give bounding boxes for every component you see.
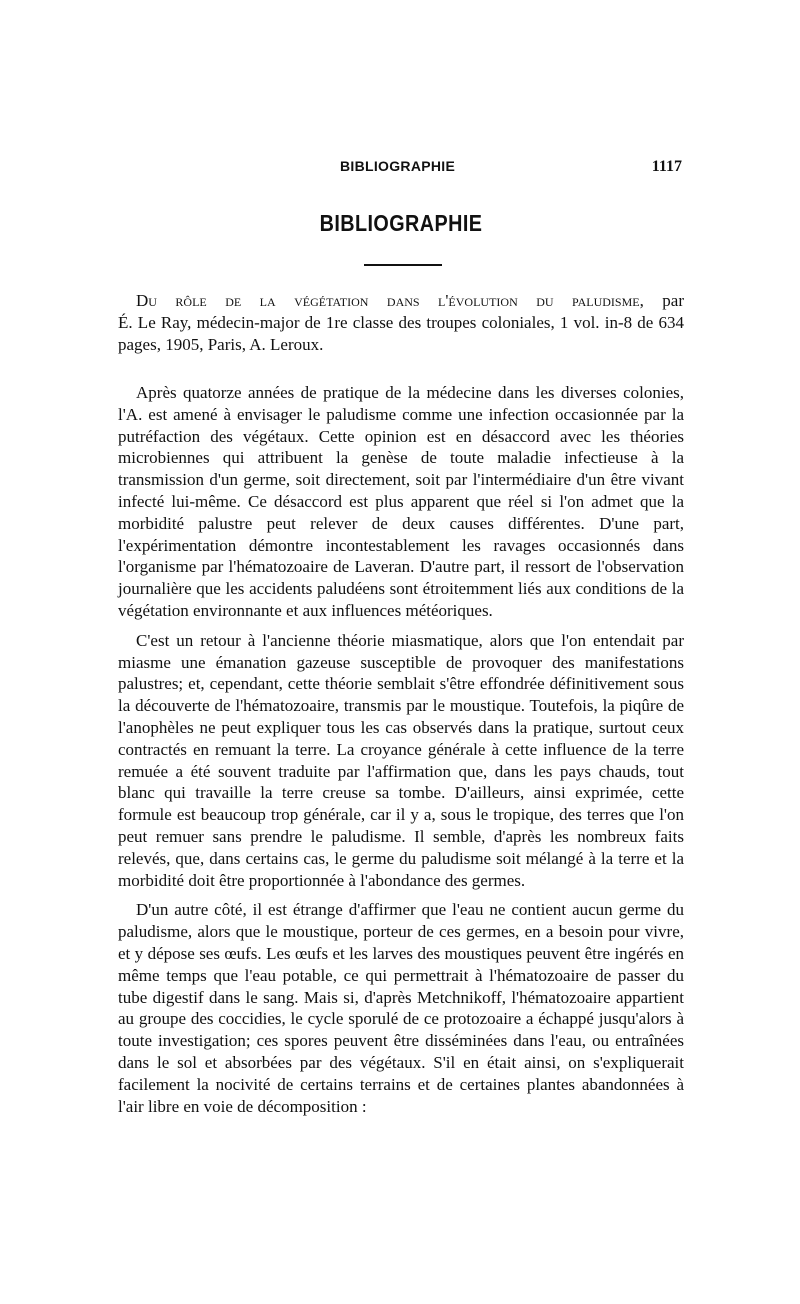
bibliography-entry bbox=[118, 290, 684, 356]
paragraph: Après quatorze années de pratique de la médecine dans les diverses colonies, l'A. est amené à envisager le paludisme comme une infection occasionnée par la putréfaction des végétaux. Cette opinion est en désaccord avec les théories microbiennes qui attribuent la genèse de toute maladie infectieuse à la transmission d'un germe, soit directement, soit par l'intermédiaire d'un être vivant infecté lui-même. Ce désaccord est plus apparent que réel si l'on admet que la morbidité palustre peut relever de deux causes différentes. D'une part, l'expérimentation démontre incontestablement les ravages occasionnés dans l'organisme par l'hématozoaire de Laveran. D'autre part, il ressort de l'observation journalière que les accidents paludéens sont étroitemment liés aux conditions de la végétation environnante et aux influences météoriques. bbox=[118, 383, 684, 620]
title-rule-divider bbox=[364, 264, 442, 266]
section-title: BIBLIOGRAPHIE bbox=[319, 210, 483, 236]
entry-author-line: É. Le Ray, médecin-major de 1re classe des troupes coloniales, 1 vol. in-8 de 634 pages, 1905, Paris, A. Leroux. bbox=[118, 313, 684, 354]
entry-par: par bbox=[662, 291, 685, 310]
page-number: 1117 bbox=[651, 158, 682, 175]
paragraph: D'un autre côté, il est étrange d'affirmer que l'eau ne contient aucun germe du paludisme, alors que le moustique, porteur de ces germes, en a besoin pour vivre, et y dépose ses œufs. Les œufs et les larves des moustiques peuvent être ingérés en même temps que l'eau potable, ce qui permettrait à l'hématozoaire de passer du tube digestif dans le sang. Mais si, d'après Metchnikoff, l'hématozoaire appartient au groupe des coccidies, le cycle sporulé de ce protozoaire a échappé jusqu'alors à toute investigation; ces spores peuvent être disséminées dans l'eau, ou entraînées dans le sol et absorbées par des végétaux. S'il en était ainsi, on s'expliquerait facilement la nocivité de certains terrains et de certaines plantes abandonnées à l'air libre en voie de décomposition : bbox=[118, 900, 684, 1116]
entry-title: Du rôle de la végétation dans l'évolution du paludisme, bbox=[136, 291, 644, 310]
running-title: BIBLIOGRAPHIE bbox=[340, 158, 456, 174]
entry-title-line bbox=[118, 290, 684, 312]
running-header bbox=[118, 158, 684, 180]
paragraph: C'est un retour à l'ancienne théorie miasmatique, alors que l'on entendait par miasme une émanation gazeuse susceptible de provoquer des manifestations palustres; et, cependant, cette théorie semblait s'être effondrée définitivement sous la découverte de l'hématozoaire, transmis par le moustique. Toutefois, la piqûre de l'anophèles ne peut expliquer tous les cas observés dans la pratique, surtout ceux contractés en remuant la terre. La croyance générale à cette influence de la terre remuée a été souvent traduite par l'affirmation que, dans les pays chauds, tout blanc qui travaille la terre creuse sa tombe. D'ailleurs, ainsi exprimée, cette formule est beaucoup trop générale, car il y a, sous le tropique, des terres que l'on peut remuer sans prendre le paludisme. Il semble, d'après les nombreux faits relevés, que, dans certains cas, le germe du paludisme soit mélangé à la terre et la morbidité doit être proportionnée à l'abondance des germes. bbox=[118, 630, 684, 890]
review-body bbox=[118, 382, 684, 1125]
